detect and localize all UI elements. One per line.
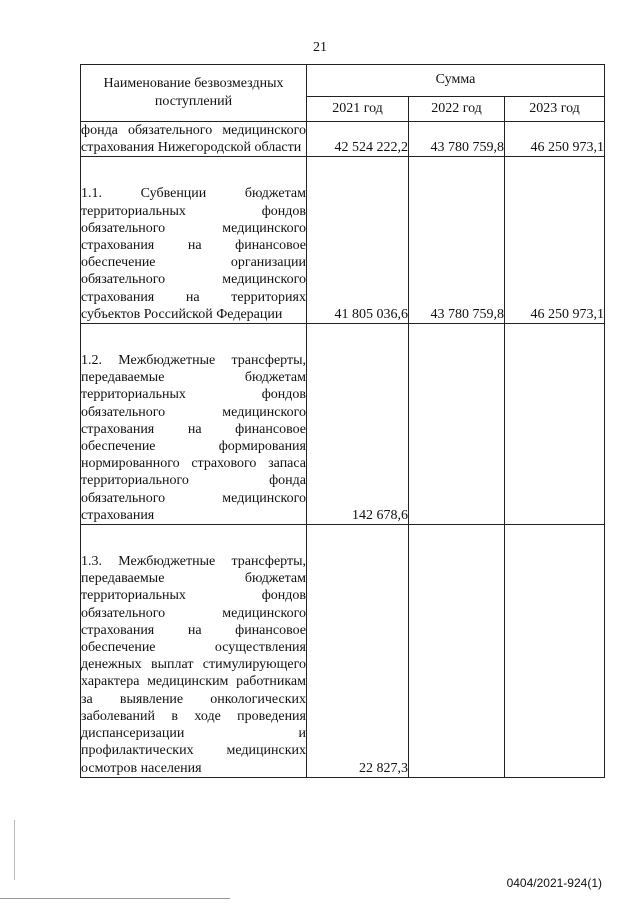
row-name: 1.3. Межбюджетные трансферты, передаваемые бюджетам территориальных фондов обязательного медицинского страхования на финансовое обеспечение осуществления денежных выплат стимулирующего характера медицинским работникам за выявление онкологических заболеваний в ходе проведения диспансеризации и профилактических медицинских осмотров населения [81,525,307,778]
table-row [81,525,605,778]
column-header-year-2021: 2021 год [307,96,409,121]
value-2021: 41 805 036,6 [307,157,409,324]
table-header-row [81,65,605,97]
value-2023: 46 250 973,1 [505,157,605,324]
margin-rule [14,820,15,880]
column-header-year-2022: 2022 год [409,96,505,121]
table-row [81,157,605,324]
value-2021: 42 524 222,2 [307,122,409,157]
table-row [81,324,605,525]
table-row [81,122,605,157]
value-2023: 46 250 973,1 [505,122,605,157]
value-2022 [409,525,505,778]
value-2021: 142 678,6 [307,324,409,525]
column-header-year-2023: 2023 год [505,96,605,121]
budget-table [80,64,605,778]
row-name: фонда обязательного медицинского страхования Нижегородской области [81,123,306,156]
value-2022: 43 780 759,8 [409,122,505,157]
document-code: 0404/2021-924(1) [506,876,602,890]
value-2023 [505,525,605,778]
column-header-name: Наименование безвозмездных поступлений [81,65,307,122]
value-2023 [505,324,605,525]
value-2022: 43 780 759,8 [409,157,505,324]
column-header-sum: Сумма [307,65,605,97]
bottom-rule [0,898,230,899]
value-2021: 22 827,3 [307,525,409,778]
row-name: 1.2. Межбюджетные трансферты, передаваемые бюджетам территориальных фондов обязательного медицинского страхования на финансовое обеспечение формирования нормированного страхового запаса территориального фонда обязательного медицинского страхования [81,324,307,525]
row-name: 1.1. Субвенции бюджетам территориальных фондов обязательного медицинского страхования на финансовое обеспечение организации обязательного медицинского страхования на территориях субъектов Российской Федерации [81,157,307,324]
page-number: 21 [313,40,327,55]
value-2022 [409,324,505,525]
